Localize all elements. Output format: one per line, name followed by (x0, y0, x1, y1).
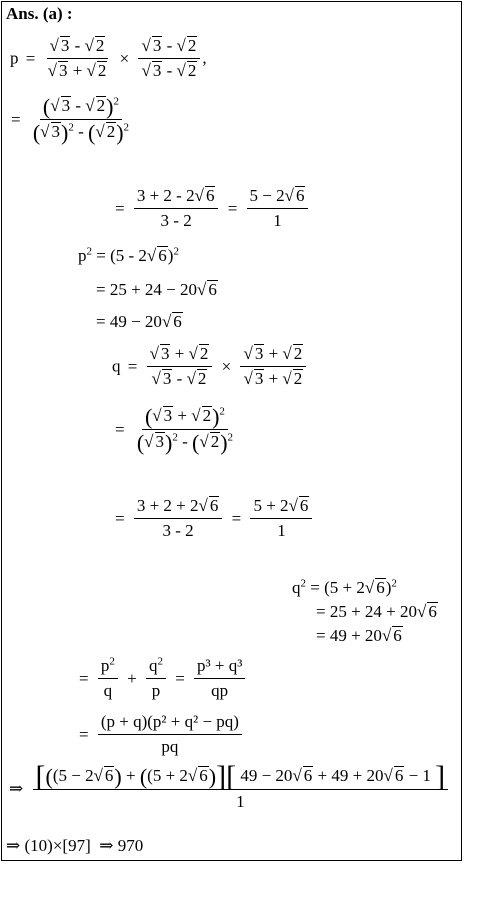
p-squared-line: $p^2 = (5 - 2√$ 6)$^2$ (78, 245, 179, 265)
fraction: $\frac{[((5 - 2√ 6) + ((5 + 2√ 6)][ 49 - 20√ 6 + 49 + 20√ 6 - 1 ]}{1}$ (33, 766, 449, 812)
p-step-square: = $\frac{(√ 3 - √ 2)^2}{(√ 3)^2 - (√ 2)^2}$ (8, 96, 134, 143)
fraction: $\frac{\text{(p + q)(p² + q² − pq)}}{pq}$ (98, 712, 242, 757)
fraction: $\frac{(√ 3 + √ 2)^2}{(√ 3)^2 - (√ 2)^2}$ (136, 404, 234, 456)
answer-label: Ans. (a) : (6, 4, 73, 23)
p-squared-expanded: = 25 + 24 − 20√ 6 (96, 280, 217, 299)
fraction: $\frac{5 + 2√ 6}{1}$ (250, 496, 312, 541)
q-definition: q = $\frac{√ 3 + √ 2}{√ 3 - √ 2}$ × $\frac{√ 3 + √ 2}{√ 3 + √ 2}$ (112, 344, 308, 389)
p-definition: p = $\frac{√ 3 - √ 2}{√ 3 + √ 2}$ × $\frac{√ 3 - √ 2}{√ 3 - √ 2}$ , (10, 36, 207, 80)
q-squared-result: = 49 + 20√ 6 (316, 626, 402, 645)
p-step-simplify: = $\frac{3 + 2 - 2√ 6}{3 - 2}$ = $\frac{5 - 2√ 6}{1}$ (112, 186, 310, 231)
q-step-simplify: = $\frac{3 + 2 + 2√ 6}{3 - 2}$ = $\frac{5 + 2√ 6}{1}$ (112, 496, 314, 541)
fraction: $\frac{5 - 2√ 6}{1}$ (247, 186, 309, 231)
fraction: $\frac{√ 3 - √ 2}{√ 3 + √ 2}$ (45, 36, 111, 81)
p-squared-result: = 49 − 20√ 6 (96, 312, 182, 331)
fraction: $\frac{q^2}{p}$ (146, 656, 166, 701)
fraction: $\frac{(√ 3 - √ 2)^2}{(√ 3)^2 - (√ 2)^2}$ (32, 94, 130, 146)
expression-factored: = $\frac{\text{(p + q)(p² + q² − pq)}}{pq}$ (76, 712, 244, 757)
fraction: $\frac{3 + 2 - 2√ 6}{3 - 2}$ (134, 186, 219, 231)
final-substitution: ⇒ $\frac{[((5 - 2√ 6) + ((5 + 2√ 6)][ 49 - 20√ 6 + 49 + 20√ 6 - 1 ]}{1}$ (6, 766, 450, 812)
q-squared-line: $q^2 = (5 + 2√$ 6)$^2$ (292, 577, 397, 597)
q-step-square: = $\frac{(√ 3 + √ 2)^2}{(√ 3)^2 - (√ 2)^2}$ (112, 406, 238, 453)
final-result: ⇒ (10)×[97] ⇒ 970 (6, 836, 144, 855)
q-squared-expanded: = 25 + 24 + 20√ 6 (316, 602, 437, 621)
fraction: $\frac{√ 3 - √ 2}{√ 3 - √ 2}$ (138, 36, 200, 81)
expression-sum: = $\frac{p^2}{q}$ + $\frac{q^2}{p}$ = $\frac{\text{p³ + q³}}{qp}$ (76, 656, 247, 701)
fraction: $\frac{√ 3 + √ 2}{√ 3 + √ 2}$ (240, 344, 306, 389)
fraction: $\frac{p^2}{q}$ (98, 656, 118, 701)
fraction: $\frac{3 + 2 + 2√ 6}{3 - 2}$ (134, 496, 223, 541)
fraction: $\frac{\text{p³ + q³}}{qp}$ (194, 656, 245, 701)
fraction: $\frac{√ 3 + √ 2}{√ 3 - √ 2}$ (147, 344, 213, 389)
